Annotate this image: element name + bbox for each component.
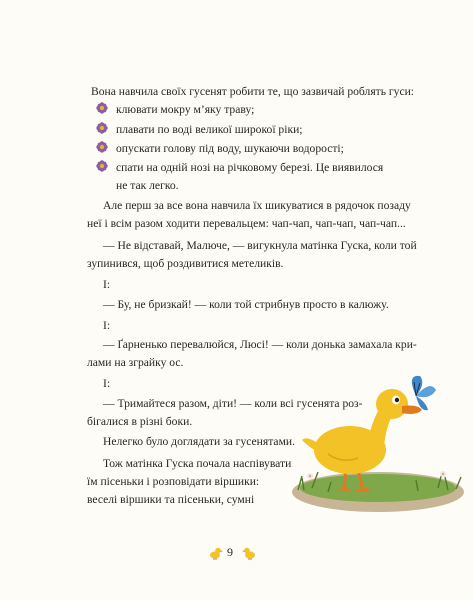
paragraph-8-line-3: веселі віршики та пісеньки, сумні [87,493,255,506]
conjunction-line: І: [103,377,111,390]
paragraph-3-line-1: — Не відставай, Малюче, — вигукнула матінка Гуска, коли той [103,239,417,252]
bullet-item-1: клювати мокру м’яку траву; [116,103,255,116]
bullet-item-2: плавати по воді великої широкої ріки; [116,123,303,136]
paragraph-5-line-2: лами на зграйку ос. [87,356,184,369]
paragraph-6-line-2: бігалися в різні боки. [87,415,193,428]
bullet-item-4-cont: не так легко. [116,179,179,192]
paragraph-2-line-2: неї і всім разом ходити перевальцем: чап-чап, чап-чап, чап-чап... [87,217,406,230]
paragraph-4: — Бу, не бризкай! — коли той стрибнув просто в калюжу. [103,298,389,311]
paragraph-5-line-1: — Ґарненько перевалюйся, Люсі! — коли донька замахала кри- [103,338,417,351]
paragraph-2-line-1: Але перш за все вона навчила їх шикуватися в рядочок позаду [103,199,411,212]
gosling-icon [242,546,256,560]
flower-icon [96,160,108,172]
gosling-illustration [288,370,468,515]
paragraph-8-line-2: їм пісеньки і розповідати віршики: [87,475,260,488]
gosling-icon [209,546,223,560]
bullet-item-4: спати на одній нозі на річковому березі. Це виявилося [116,161,384,174]
paragraph-1-line: Вона навчила своїх гусенят робити те, що зазвичай роблять гуси: [91,85,415,98]
paragraph-8-line-1: Тож матінка Гуска почала наспівувати [103,457,292,470]
flower-icon [96,102,108,114]
bullet-item-3: опускати голову під воду, шукаючи водорості; [116,142,344,155]
paragraph-3-line-2: зупинився, щоб роздивитися метеликів. [87,257,284,270]
paragraph-7: Нелегко було доглядати за гусенятами. [103,435,296,448]
conjunction-line: І: [103,278,111,291]
conjunction-line: І: [103,319,111,332]
page-number: 9 [227,545,233,559]
paragraph-6-line-1: — Тримайтеся разом, діти! — коли всі гусенята роз- [103,397,363,410]
flower-icon [96,122,108,134]
flower-icon [96,141,108,153]
